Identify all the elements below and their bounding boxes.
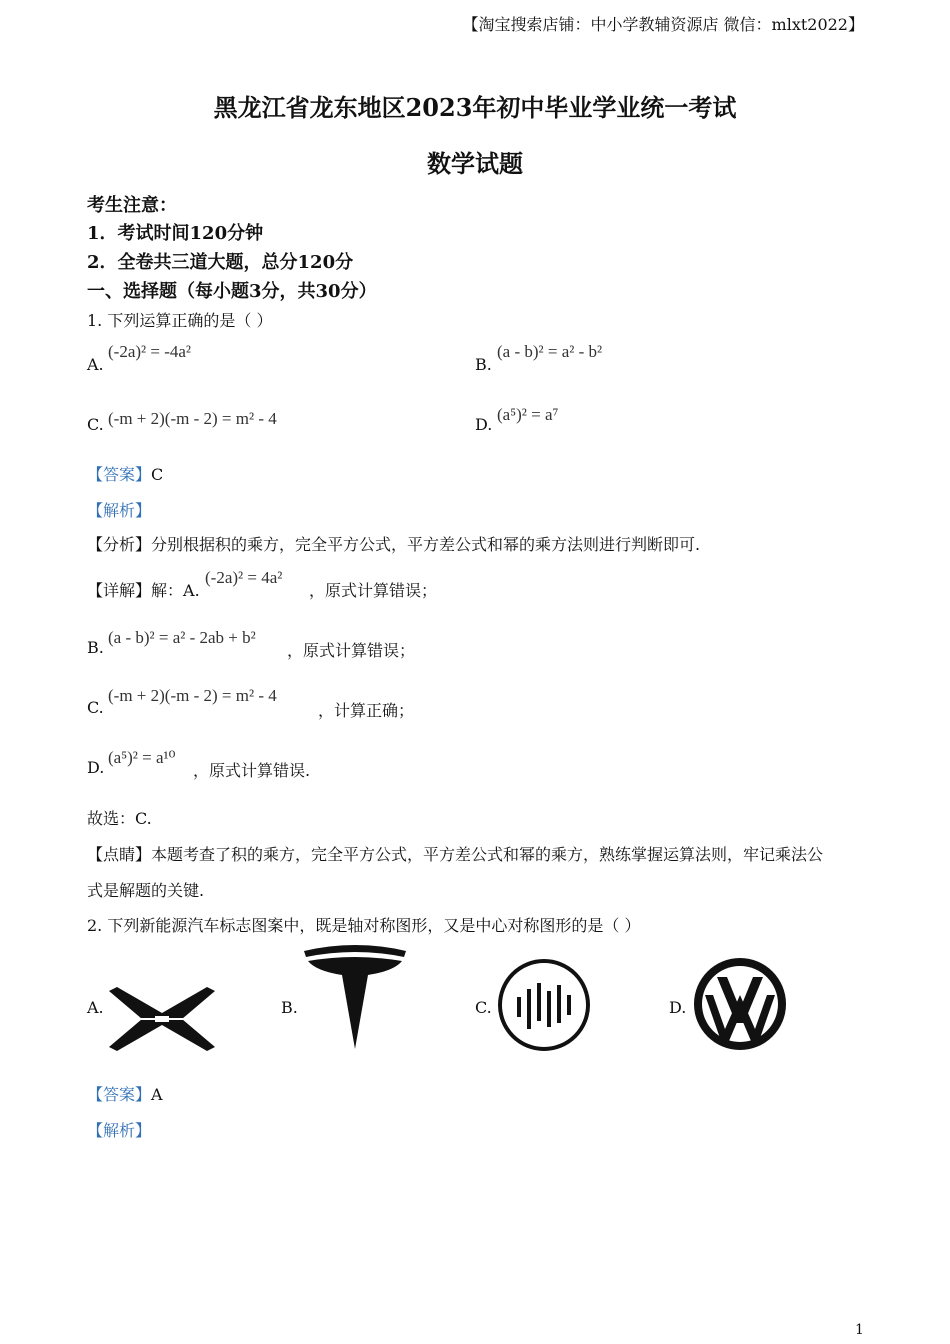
q2-option-c-label: C. <box>475 998 492 1017</box>
q1-choose: 故选：C. <box>87 809 152 828</box>
q1-detail-c-label: C. <box>87 698 104 717</box>
page-subtitle: 数学试题 <box>427 149 523 178</box>
q1-detail-a <box>87 578 200 601</box>
answer-value: A <box>151 1085 163 1104</box>
q1-detail-b-math: (a - b)² = a² - 2ab + b² <box>108 628 256 647</box>
notice-heading: 考生注意： <box>87 195 177 216</box>
q1-analysis-tag: 【解析】 <box>87 501 152 520</box>
q1-detail-c-math: (-m + 2)(-m - 2) = m² - 4 <box>108 686 277 705</box>
question-2-stem: 2. 下列新能源汽车标志图案中，既是轴对称图形，又是中心对称图形的是（ ） <box>87 916 641 935</box>
q1-answer <box>87 462 163 485</box>
notice-item: 2．全卷共三道大题，总分120分 <box>87 252 354 273</box>
q1-option-d-math: (a⁵)² = a⁷ <box>497 405 559 424</box>
q1-detail-a-math: (-2a)² = 4a² <box>205 568 283 587</box>
q1-detail-a-text: ，原式计算错误； <box>309 581 438 600</box>
q2-option-d-label: D. <box>669 998 687 1017</box>
notice-item: 1．考试时间120分钟 <box>87 223 264 244</box>
x-logo-icon <box>107 985 217 1053</box>
q1-option-d-label: D. <box>475 415 493 434</box>
answer-value: C <box>151 465 164 484</box>
section-heading: 一、选择题（每小题3分，共30分） <box>87 281 377 302</box>
vw-logo-icon <box>691 955 789 1053</box>
dianjing-tag: 【点睛】 <box>87 845 152 864</box>
q2-answer <box>87 1082 163 1105</box>
q1-option-a-label: A. <box>87 355 104 374</box>
q1-dianjing <box>87 842 823 865</box>
q1-detail-d-math: (a⁵)² = a¹⁰ <box>108 748 176 767</box>
fenxi-text: 分别根据积的乘方，完全平方公式，平方差公式和幂的乘方法则进行判断即可. <box>151 535 701 554</box>
q1-option-b-label: B. <box>475 355 492 374</box>
q1-detail-b-label: B. <box>87 638 104 657</box>
q1-detail-d-text: ，原式计算错误. <box>193 761 311 780</box>
dianjing-text: 本题考查了积的乘方，完全平方公式，平方差公式和幂的乘方，熟练掌握运算法则，牢记乘法公 <box>151 845 824 864</box>
q2-option-b-label: B. <box>281 998 298 1017</box>
q1-option-c-math: (-m + 2)(-m - 2) = m² - 4 <box>108 409 277 428</box>
page-number: 1 <box>855 1322 864 1338</box>
detail-tag: 【详解】 <box>87 581 152 600</box>
page-title: 黑龙江省龙东地区2023年初中毕业学业统一考试 <box>213 93 737 122</box>
q1-detail-d-label: D. <box>87 758 105 777</box>
detail-prefix: 解：A. <box>151 581 200 600</box>
fenxi-tag: 【分析】 <box>87 535 152 554</box>
bars-circle-logo-icon <box>496 957 592 1053</box>
answer-tag: 【答案】 <box>87 1085 152 1104</box>
q1-dianjing-line2: 式是解题的关键. <box>87 881 205 900</box>
answer-tag: 【答案】 <box>87 465 152 484</box>
header-note: 【淘宝搜索店铺：中小学教辅资源店 微信：mlxt2022】 <box>462 15 864 34</box>
q1-detail-b-text: ，原式计算错误； <box>287 641 416 660</box>
q1-option-a-math: (-2a)² = -4a² <box>108 342 192 361</box>
q1-option-b-math: (a - b)² = a² - b² <box>497 342 603 361</box>
q1-detail-c-text: ，计算正确； <box>318 701 415 720</box>
q2-option-a-label: A. <box>87 998 104 1017</box>
question-1-stem: 1. 下列运算正确的是（ ） <box>87 311 273 330</box>
q2-analysis-tag: 【解析】 <box>87 1121 152 1140</box>
q1-fenxi <box>87 532 700 555</box>
q1-option-c-label: C. <box>87 415 104 434</box>
tesla-logo-icon <box>302 945 408 1053</box>
